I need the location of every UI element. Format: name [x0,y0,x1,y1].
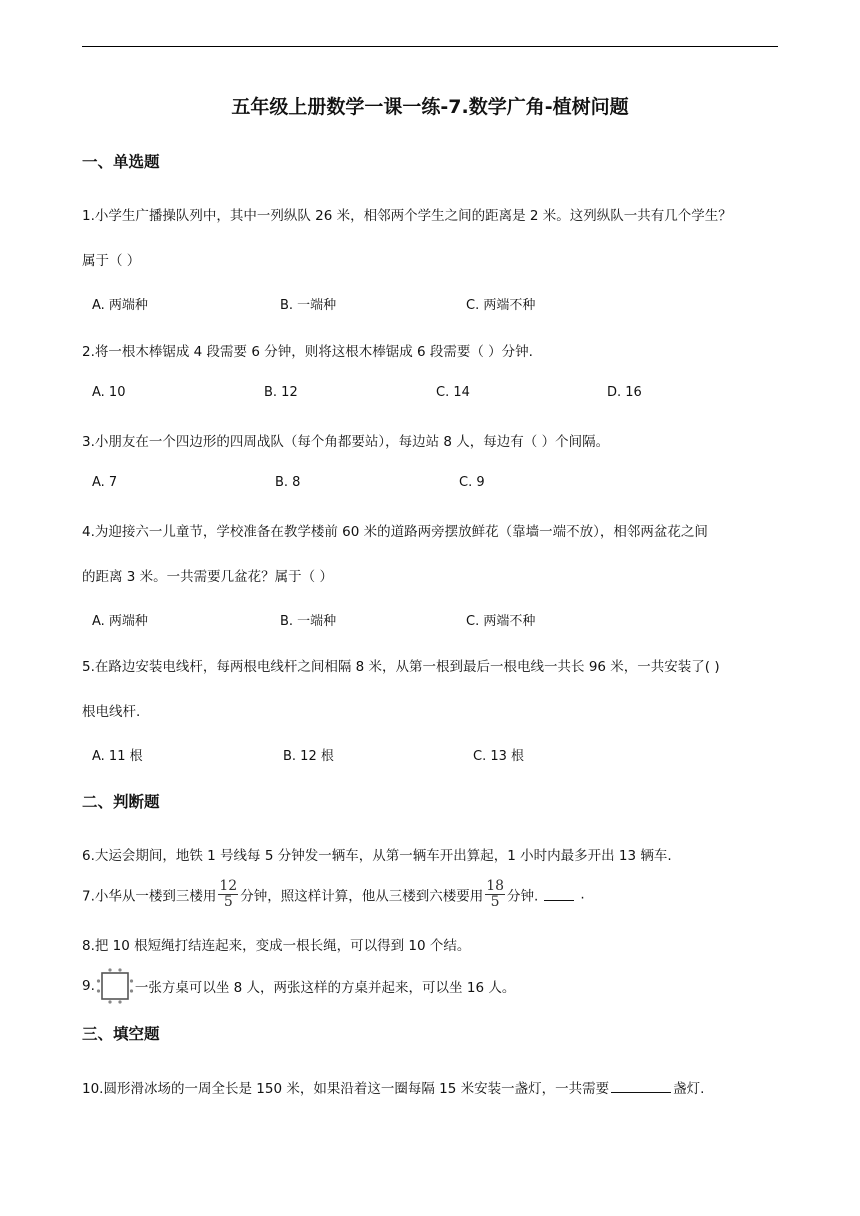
q7-text-c: 分钟. [507,888,539,905]
question-4-line-2: 的距离 3 米。一共需要几盆花？属于（ ） [82,569,333,585]
fraction-numerator: 12 [219,878,238,894]
q2-option-d[interactable]: D. 16 [607,385,642,400]
q4-option-a[interactable]: A. 两端种 [92,614,148,629]
q10-text-a: 10.圆形滑冰场的一周全长是 150 米，如果沿着这一圈每隔 15 米安装一盏灯，一共需要 [82,1081,610,1097]
q9-text: 一张方桌可以坐 8 人，两张这样的方桌并起来，可以坐 16 人。 [134,980,516,996]
q3-option-c[interactable]: C. 9 [459,475,485,490]
q2-option-a[interactable]: A. 10 [92,385,126,400]
question-3: 3.小朋友在一个四边形的四周战队（每个角都要站），每边站 8 人，每边有（ ）个间隔。 [82,434,610,450]
q3-option-a[interactable]: A. 7 [92,475,118,490]
question-1-line-1: 1.小学生广播操队列中，其中一列纵队 26 米，相邻两个学生之间的距离是 2 米。这列纵队一共有几个学生？ [82,208,732,224]
question-8: 8.把 10 根短绳打结连起来，变成一根长绳，可以得到 10 个结。 [82,938,471,954]
question-9 [82,968,515,1004]
q1-option-c[interactable]: C. 两端不种 [466,298,536,313]
fraction-12-5 [218,879,238,910]
q3-option-b[interactable]: B. 8 [275,475,301,490]
answer-blank[interactable] [544,888,574,901]
question-7 [82,879,585,910]
question-10 [82,1077,704,1097]
square-table-icon [96,968,134,1004]
header-rule [82,46,778,47]
q1-option-a[interactable]: A. 两端种 [92,298,148,313]
q4-option-b[interactable]: B. 一端种 [280,614,337,629]
fraction-numerator: 18 [486,878,505,894]
q5-option-b[interactable]: B. 12 根 [283,749,334,764]
q7-text-a: 7.小华从一楼到三楼用 [82,888,217,905]
q5-option-a[interactable]: A. 11 根 [92,749,143,764]
answer-blank[interactable] [611,1080,671,1093]
q2-option-c[interactable]: C. 14 [436,385,470,400]
q5-option-c[interactable]: C. 13 根 [473,749,525,764]
question-2: 2.将一根木棒锯成 4 段需要 6 分钟，则将这根木棒锯成 6 段需要（ ）分钟. [82,344,533,360]
q4-option-c[interactable]: C. 两端不种 [466,614,536,629]
q10-text-b: 盏灯. [673,1081,705,1097]
section-single-choice: 一、单选题 [82,153,160,171]
fraction-18-5 [485,879,505,910]
q7-text-b: 分钟，照这样计算，他从三楼到六楼要用 [240,888,484,905]
q9-number: 9. [82,978,95,994]
question-5-line-2: 根电线杆. [82,704,141,720]
section-true-false: 二、判断题 [82,793,160,811]
question-4-line-1: 4.为迎接六一儿童节，学校准备在教学楼前 60 米的道路两旁摆放鲜花（靠墙一端不放），相邻两盆花之间 [82,524,708,540]
fraction-denominator: 5 [490,894,500,910]
page-title: 五年级上册数学一课一练-7.数学广角-植树问题 [231,96,629,118]
q7-text-d: . [580,886,585,903]
question-1-line-2: 属于（ ） [82,253,141,269]
question-6: 6.大运会期间，地铁 1 号线每 5 分钟发一辆车，从第一辆车开出算起，1 小时内最多开出 13 辆车. [82,848,672,864]
q2-option-b[interactable]: B. 12 [264,385,298,400]
fraction-denominator: 5 [223,894,233,910]
q1-option-b[interactable]: B. 一端种 [280,298,337,313]
question-5-line-1: 5.在路边安装电线杆，每两根电线杆之间相隔 8 米，从第一根到最后一根电线一共长 96 米，一共安装了( ) [82,659,720,675]
section-fill-blank: 三、填空题 [82,1025,160,1043]
